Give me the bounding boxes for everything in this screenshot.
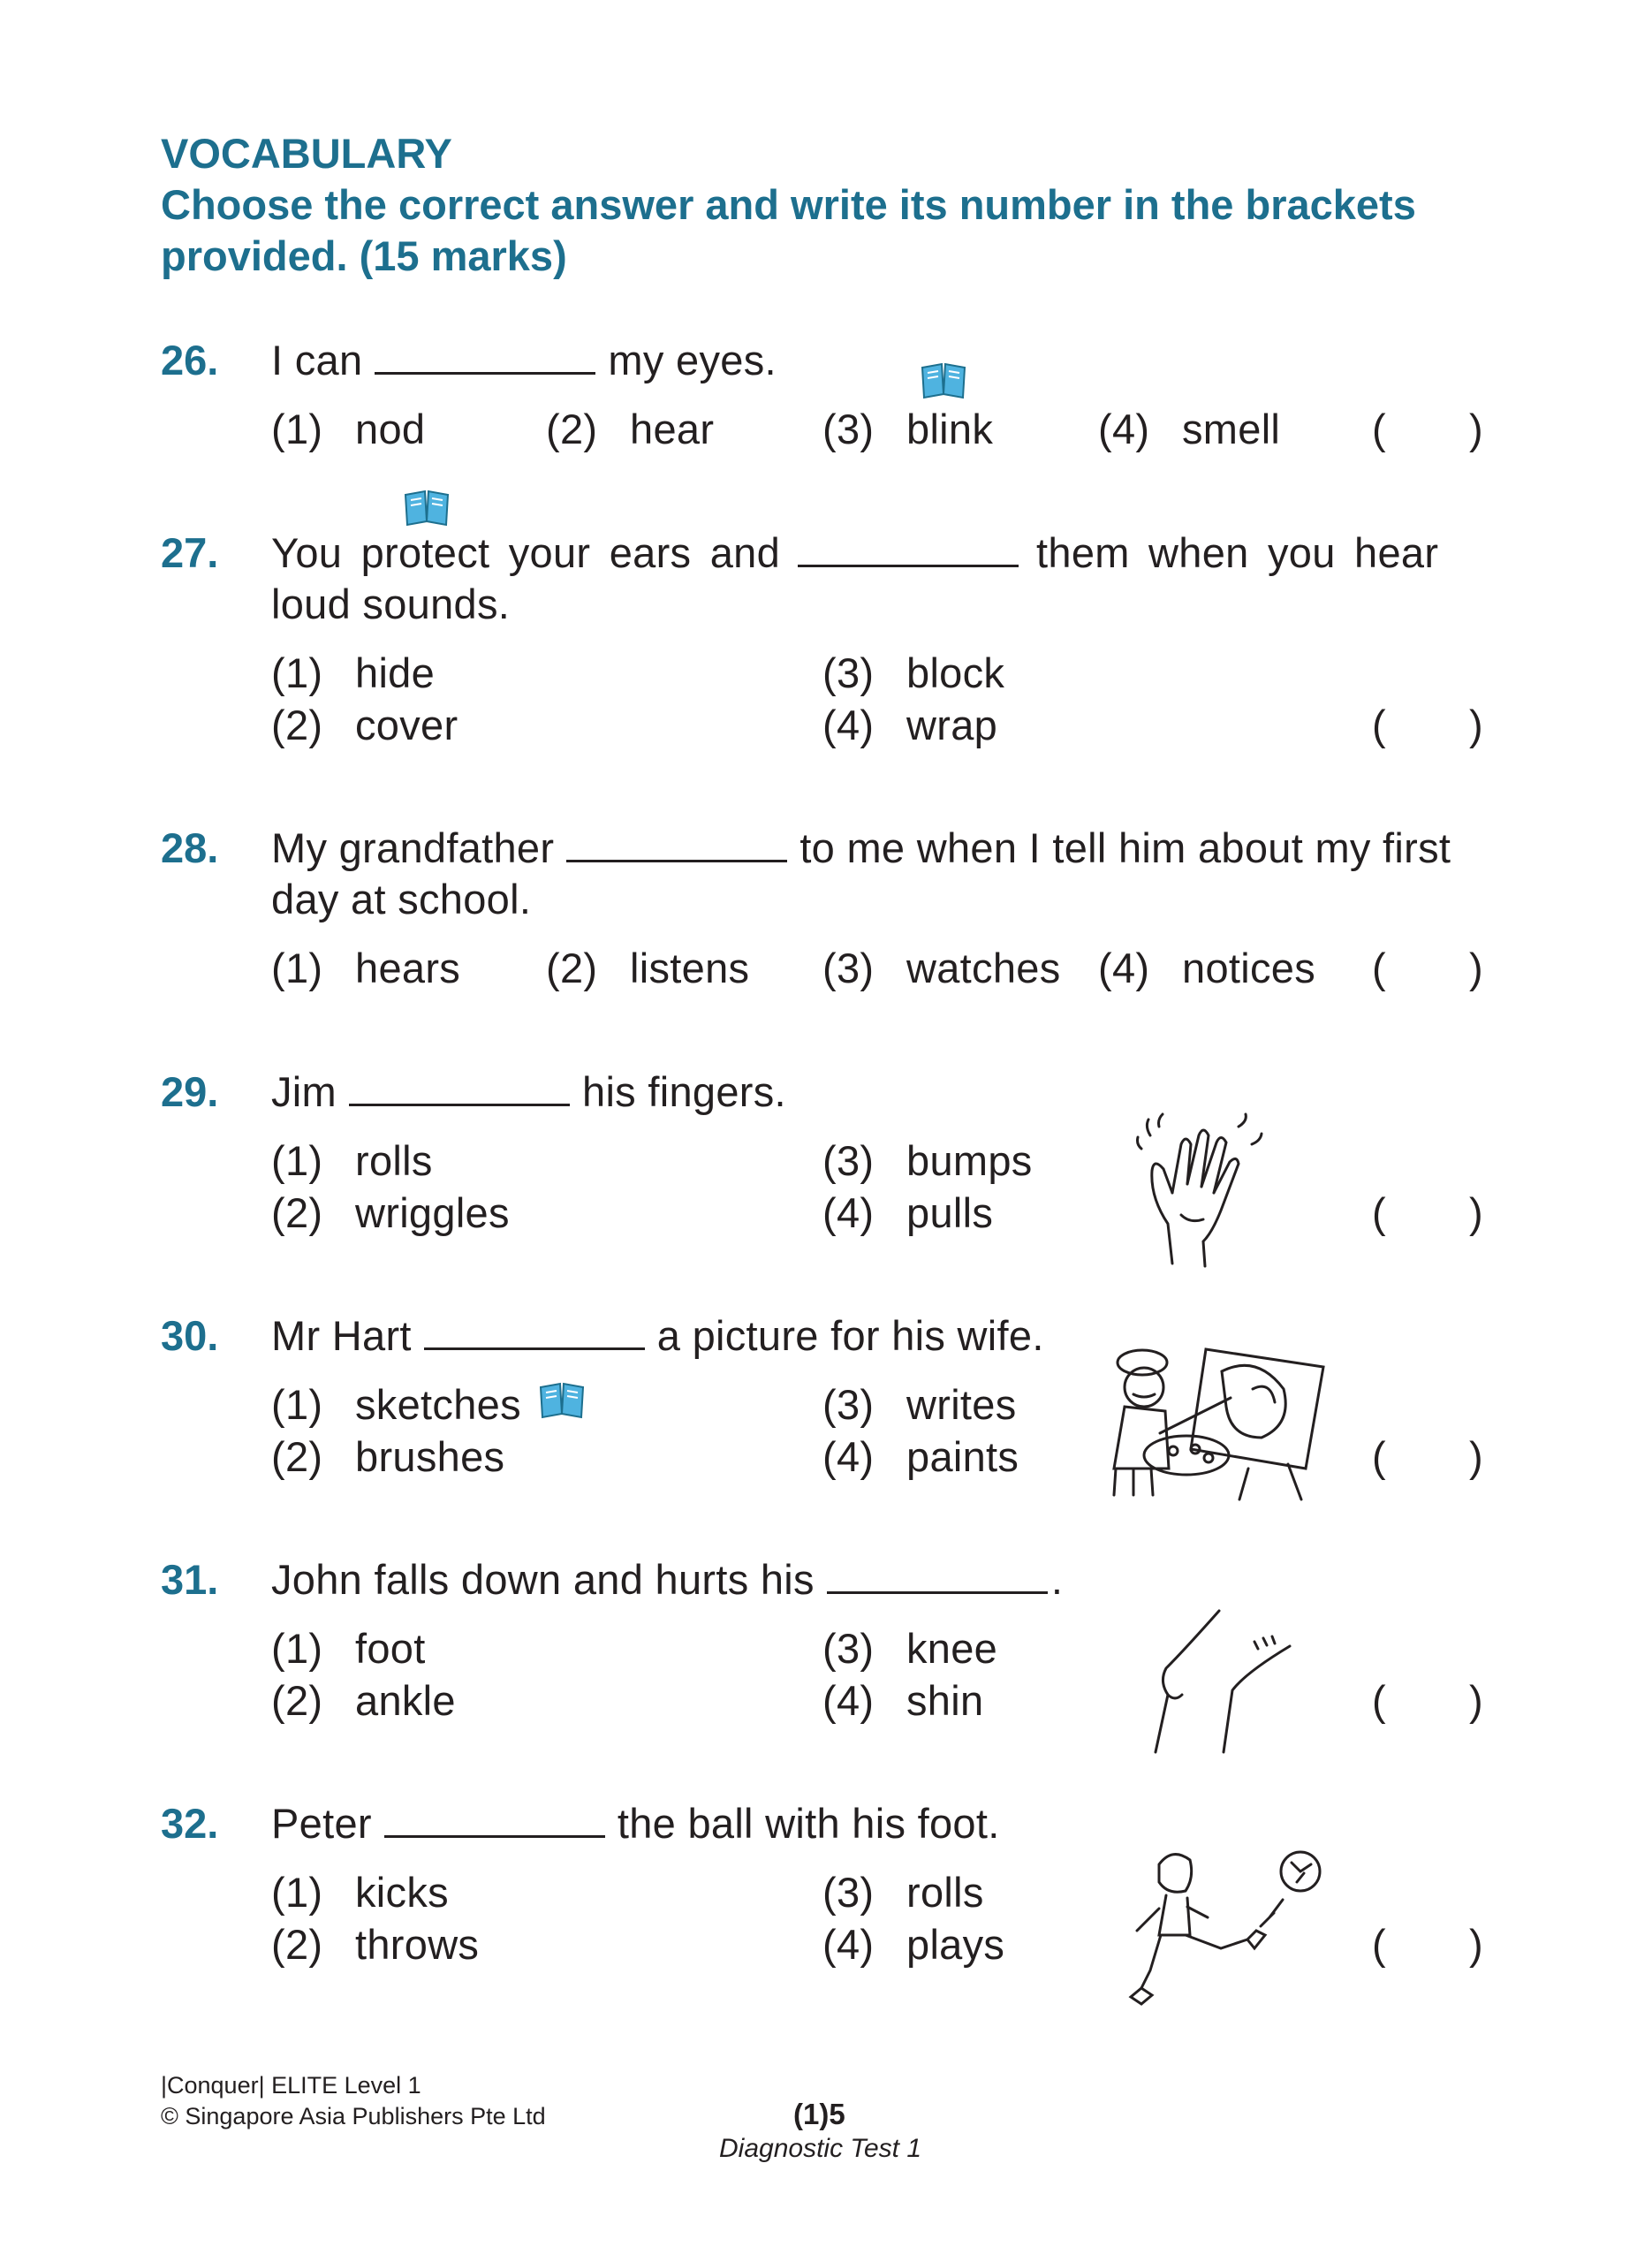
option-number: (4) — [822, 1921, 875, 1968]
answer-blank — [375, 365, 595, 375]
option-number: (2) — [546, 406, 598, 452]
option-text: brushes — [355, 1433, 505, 1480]
answer-bracket-close[interactable]: ) — [1469, 702, 1483, 748]
wriggling-hand-illustration — [1133, 1109, 1283, 1268]
option-number: (4) — [822, 1189, 875, 1236]
option-text: hide — [355, 649, 436, 696]
question-stem: Mr Hart a picture for his wife. — [271, 1312, 1044, 1359]
painter-at-easel-illustration — [1107, 1336, 1345, 1504]
option-text: hears — [355, 945, 461, 991]
option-number: (2) — [271, 702, 323, 748]
option-number: (1) — [271, 649, 323, 696]
option-number: (3) — [822, 945, 875, 991]
page-number: (1)5 — [793, 2098, 845, 2130]
option-text: kicks — [355, 1869, 449, 1916]
question-stem: You protect your ears and them when you hear — [271, 529, 1439, 576]
dictionary-book-icon[interactable] — [402, 488, 451, 527]
option-number: (2) — [271, 1433, 323, 1480]
option-text: wrap — [906, 702, 998, 748]
footer-series-title: |Conquer| ELITE Level 1 — [161, 2072, 421, 2099]
option-number: (3) — [822, 1869, 875, 1916]
question-number: 30. — [161, 1312, 219, 1359]
option-text: watches — [906, 945, 1061, 991]
section-title: VOCABULARY — [161, 130, 452, 177]
option-text: shin — [906, 1677, 984, 1724]
option-number: (1) — [271, 1137, 323, 1184]
instruction-line-1: Choose the correct answer and write its number in the brackets — [161, 181, 1416, 228]
question-stem: John falls down and hurts his . — [271, 1556, 1064, 1603]
option-text: wriggles — [355, 1189, 510, 1236]
answer-blank — [384, 1828, 605, 1838]
option-text: pulls — [906, 1189, 994, 1236]
question-stem: Jim his fingers. — [271, 1068, 786, 1115]
question-stem-line-2: loud sounds. — [271, 581, 511, 627]
option-text: rolls — [906, 1869, 984, 1916]
question-number: 29. — [161, 1068, 219, 1115]
question-number: 28. — [161, 824, 219, 871]
option-text: hear — [630, 406, 715, 452]
question-stem-line-2: day at school. — [271, 876, 532, 922]
question-stem: I can my eyes. — [271, 337, 777, 383]
option-number: (1) — [271, 406, 323, 452]
answer-blank — [798, 558, 1019, 567]
option-number: (3) — [822, 1137, 875, 1184]
option-number: (3) — [822, 1625, 875, 1672]
option-number: (1) — [271, 1869, 323, 1916]
option-text: bumps — [906, 1137, 1033, 1184]
answer-blank — [349, 1097, 570, 1106]
dictionary-book-icon[interactable] — [919, 361, 968, 399]
question-number: 31. — [161, 1556, 219, 1603]
option-text: sketches — [355, 1381, 521, 1428]
footer-copyright: © Singapore Asia Publishers Pte Ltd — [161, 2103, 546, 2129]
option-text: throws — [355, 1921, 480, 1968]
option-text: paints — [906, 1433, 1019, 1480]
option-text: foot — [355, 1625, 426, 1672]
test-name: Diagnostic Test 1 — [719, 2134, 922, 2163]
option-text: listens — [630, 945, 750, 991]
option-text: blink — [906, 406, 994, 452]
answer-bracket-open[interactable]: ( — [1372, 406, 1386, 452]
option-number: (4) — [822, 702, 875, 748]
answer-bracket-open[interactable]: ( — [1372, 1189, 1386, 1236]
dictionary-book-icon[interactable] — [537, 1380, 587, 1419]
option-number: (4) — [1098, 945, 1150, 991]
option-number: (4) — [822, 1433, 875, 1480]
option-number: (2) — [271, 1677, 323, 1724]
question-stem: My grandfather to me when I tell him about my first — [271, 824, 1451, 871]
question-number: 26. — [161, 337, 219, 383]
answer-blank — [827, 1584, 1048, 1594]
answer-bracket-open[interactable]: ( — [1372, 1921, 1386, 1968]
answer-blank — [424, 1340, 645, 1350]
option-text: nod — [355, 406, 426, 452]
answer-bracket-close[interactable]: ) — [1469, 1189, 1483, 1236]
option-number: (3) — [822, 406, 875, 452]
answer-blank — [566, 853, 787, 862]
knee-illustration — [1148, 1606, 1307, 1757]
answer-bracket-close[interactable]: ) — [1469, 1433, 1483, 1480]
option-text: ankle — [355, 1677, 456, 1724]
option-text: rolls — [355, 1137, 433, 1184]
question-number: 32. — [161, 1800, 219, 1847]
option-text: notices — [1182, 945, 1316, 991]
boy-kicking-ball-illustration — [1124, 1847, 1327, 2023]
answer-bracket-open[interactable]: ( — [1372, 702, 1386, 748]
option-text: block — [906, 649, 1005, 696]
option-number: (4) — [1098, 406, 1150, 452]
option-number: (1) — [271, 1625, 323, 1672]
instruction-line-2: provided. (15 marks) — [161, 232, 567, 279]
option-text: cover — [355, 702, 458, 748]
option-number: (3) — [822, 1381, 875, 1428]
option-number: (2) — [271, 1921, 323, 1968]
question-number: 27. — [161, 529, 219, 576]
answer-bracket-close[interactable]: ) — [1469, 945, 1483, 991]
answer-bracket-open[interactable]: ( — [1372, 945, 1386, 991]
option-number: (2) — [546, 945, 598, 991]
option-number: (1) — [271, 1381, 323, 1428]
option-number: (4) — [822, 1677, 875, 1724]
answer-bracket-open[interactable]: ( — [1372, 1433, 1386, 1480]
option-number: (1) — [271, 945, 323, 991]
answer-bracket-close[interactable]: ) — [1469, 1921, 1483, 1968]
option-text: smell — [1182, 406, 1281, 452]
answer-bracket-open[interactable]: ( — [1372, 1677, 1386, 1724]
option-text: writes — [906, 1381, 1017, 1428]
question-stem: Peter the ball with his foot. — [271, 1800, 1000, 1847]
option-number: (3) — [822, 649, 875, 696]
option-text: knee — [906, 1625, 998, 1672]
option-number: (2) — [271, 1189, 323, 1236]
option-text: plays — [906, 1921, 1005, 1968]
answer-bracket-close[interactable]: ) — [1469, 1677, 1483, 1724]
answer-bracket-close[interactable]: ) — [1469, 406, 1483, 452]
